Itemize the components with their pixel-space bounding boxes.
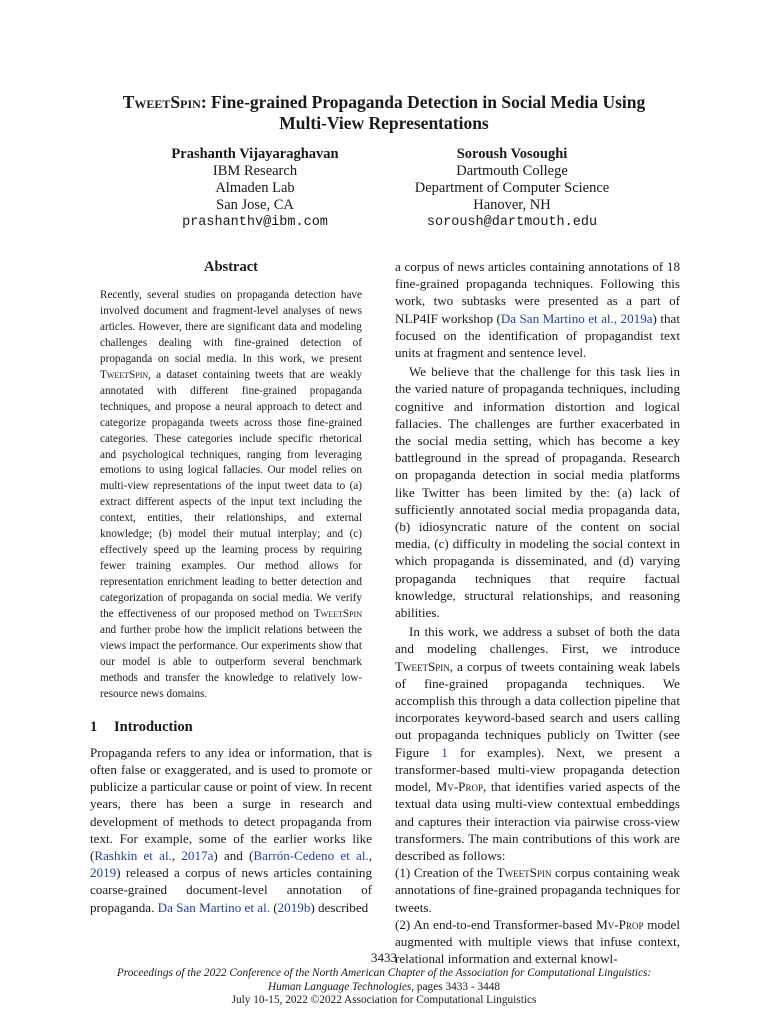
- section-title: Introduction: [114, 718, 193, 735]
- abstract-text: [100, 288, 362, 703]
- text-run: Propaganda refers to any idea or information, that is often false or exaggerated, and is used to promote or publicize a particular cause or point of view. In recent years, there has been a surge in research and development of methods to detect propaganda from text. For example, some of the earlier works like (: [90, 744, 372, 863]
- text-run: (1) Creation of the: [395, 865, 497, 881]
- system-name: TweetSpin: [395, 658, 450, 674]
- model-name: Mv-Prop: [596, 916, 644, 932]
- figure-ref-link[interactable]: 1: [441, 744, 448, 760]
- text-run: a corpus of news articles containing annotations of 18 fine-grained propaganda techniques. Following this work, two subtasks were presented as a part of NLP4IF workshop (: [395, 259, 680, 326]
- body-paragraph: [395, 258, 680, 361]
- page-number: 3433: [371, 950, 397, 965]
- footer-line-1: Proceedings of the 2022 Conference of the North American Chapter of the Association for Computational Linguistics:: [116, 967, 652, 979]
- body-paragraph: [395, 623, 680, 864]
- abstract-part: Recently, several studies on propaganda detection have involved document and fragment-level analyses of news articles. However, there are significant data and modeling challenges dealing with fine-grained detection of propaganda on social media. In this work, we present: [100, 289, 362, 365]
- footer-line-2: Human Language Technologies: [267, 980, 412, 993]
- citation-year-link[interactable]: 2017a: [181, 848, 214, 863]
- intro-paragraph: Propaganda refers to any idea or information, that is often false or exaggerated, and is used to promote or publicize a particular cause or point of view. In recent years, there has been a surge in research and development of methods to detect propaganda from text. For example, some of the earlier works like (Rashkin et al., 2017a) and (Barrón-Cedeno et al., 2019) released a corpus of news articles containing coarse-grained document-level annotation of propaganda. Da San Martino et al. (2019b) described: [90, 744, 373, 915]
- author-affiliation: Dartmouth College: [456, 163, 568, 179]
- citation-link[interactable]: Barrón-Cedeno et al.: [253, 848, 369, 863]
- text-run: model augmented with multiple views that infuse context, relational information and external knowl-: [395, 916, 680, 967]
- citation-link[interactable]: Da San Martino et al.: [157, 899, 270, 915]
- text-run: described: [314, 899, 369, 915]
- left-column: [90, 258, 372, 916]
- section-heading-introduction: [90, 718, 372, 736]
- footer-pages: , pages 3433 - 3448: [411, 980, 501, 993]
- text-run: ) and (: [213, 848, 254, 863]
- author-affiliation: Department of Computer Science: [414, 180, 610, 196]
- footer-line-3: July 10-15, 2022 ©2022 Association for Computational Linguistics: [231, 994, 537, 1006]
- author-email[interactable]: soroush@dartmouth.edu: [426, 215, 598, 230]
- text-run: ) released a corpus of news articles containing coarse-grained document-level annotation of propaganda.: [90, 865, 372, 915]
- text-run: ) that focused on the identification of propagandist text units at fragment and sentence level.: [395, 310, 680, 361]
- system-name: TweetSpin: [100, 368, 149, 381]
- abstract-heading: Abstract: [204, 259, 258, 275]
- body-paragraph: We believe that the challenge for this task lies in the varied nature of propaganda techniques, including cognitive and information distortion and logical fallacies. The challenges are further exacerbated in the social media setting, which has become a key battleground in the spread of propaganda. Research on propaganda detection in social media platforms like Twitter has been limited by the: (a) lack of sufficiently annotated social media propaganda data, (b) idiosyncratic nature of the content on social media, (c) difficulty in modeling the social context in which propaganda is disseminated, and (d) varying propaganda techniques that require factual knowledge, structural relationships, and reasoning abilities.: [395, 364, 680, 621]
- author-name: Soroush Vosoughi: [456, 146, 568, 162]
- citation-link[interactable]: Da San Martino et al., 2019a: [500, 310, 653, 326]
- contribution-item: [395, 864, 680, 916]
- title-line-2: Multi-View Representations: [279, 113, 489, 133]
- author-name: Prashanth Vijayaraghavan: [171, 146, 339, 162]
- text-run: , that identifies varied aspects of the textual data using multi-view contextual embeddings and captures their interaction via pairwise cross-view transformers. The main contributions of this work are described as follows:: [395, 779, 681, 863]
- text-run: corpus containing weak annotations of fine-grained propaganda techniques for tweets.: [395, 865, 680, 915]
- citation-year-link[interactable]: 2019b: [277, 899, 311, 915]
- paper-title: [40, 92, 728, 134]
- title-system-name: TweetSpin: [122, 92, 201, 112]
- author-block-1: [105, 146, 405, 231]
- author-affiliation: Almaden Lab: [215, 180, 295, 196]
- author-affiliation: IBM Research: [212, 163, 298, 179]
- right-column: [395, 258, 680, 967]
- author-block-2: [362, 146, 662, 231]
- system-name: TweetSpin: [496, 865, 552, 881]
- citation-year-link[interactable]: 2019: [90, 865, 117, 881]
- title-line-1: : Fine-grained Propaganda Detection in Social Media Using: [200, 92, 646, 112]
- author-affiliation: Hanover, NH: [473, 197, 551, 213]
- author-affiliation: San Jose, CA: [216, 197, 294, 213]
- text-run: , a corpus of tweets containing weak labels of fine-grained propaganda techniques. We accomplish this through a data collection pipeline that incorporates keyword-based search and users calling out propaganda techniques publicly on Twitter (see Figure: [395, 658, 680, 760]
- abstract-part: and further probe how the implicit relations between the views impact the performance. Our experiments show that our model is able to outperform several benchmark methods and transfer the knowledge to relatively low-resource news domains.: [100, 624, 362, 700]
- section-number: 1: [90, 718, 98, 735]
- system-name: TweetSpin: [313, 608, 362, 621]
- abstract-part: , a dataset containing tweets that are weakly annotated with different fine-grained propaganda techniques, and propose a neural approach to detect and categorize propaganda tweets across those fine-grained categories. These categories include specific rhetorical and psychological techniques, ranging from leveraging emotions to using logical fallacies. Our model relies on multi-view representations of the input tweet data to (a) extract different aspects of the input text including the context, entities, their relationships, and external knowledge; (b) model their mutual interplay; and (c) effectively speed up the learning process by requiring fewer training examples. Our method allows for representation enrichment leading to better detection and categorization of propaganda on social media. We verify the effectiveness of our proposed method on: [100, 368, 362, 621]
- text-run: (2) An end-to-end Transformer-based: [395, 916, 597, 932]
- citation-link[interactable]: Rashkin et al.: [94, 848, 172, 863]
- author-email[interactable]: prashanthv@ibm.com: [182, 215, 328, 230]
- text-run: In this work, we address a subset of both the data and modeling challenges. First, we introduce: [395, 624, 680, 657]
- text-run: for examples). Next, we present a transformer-based multi-view propaganda detection model,: [395, 744, 680, 795]
- proceedings-footer: [40, 967, 728, 1008]
- model-name: Mv-Prop: [435, 779, 483, 795]
